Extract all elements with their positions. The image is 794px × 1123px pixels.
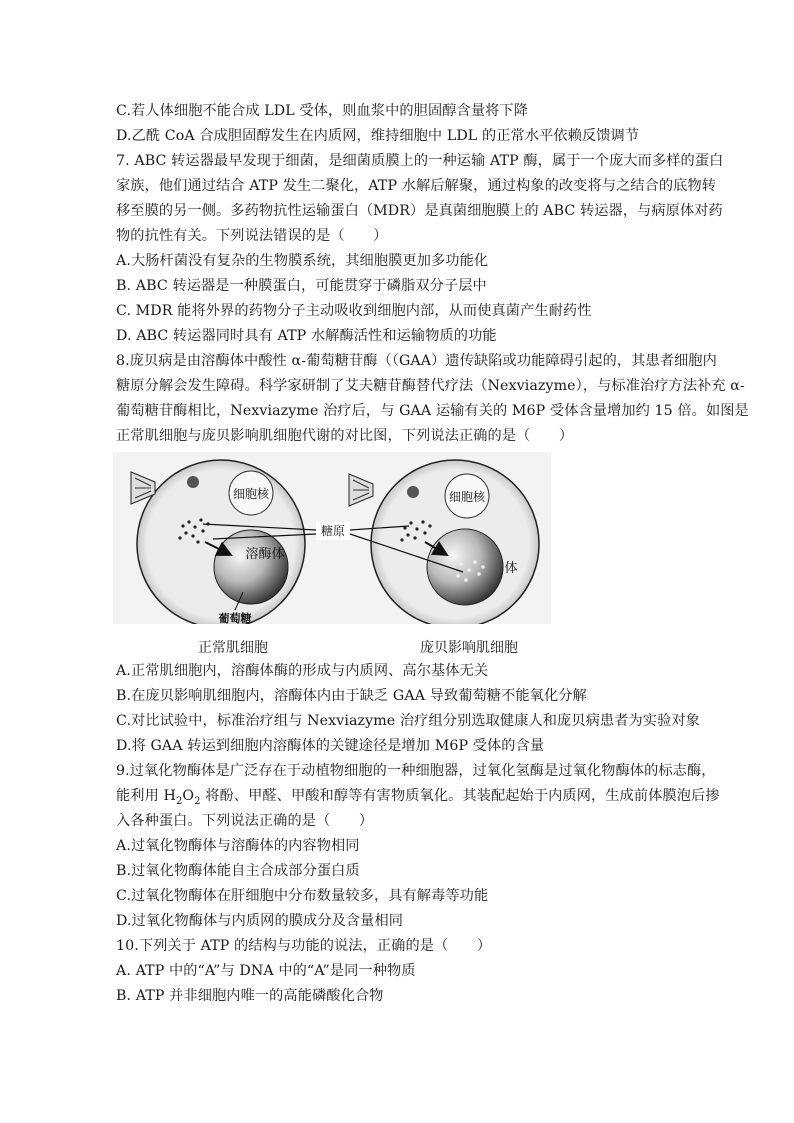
q7-stem-line-3: 移至膜的另一侧。多药物抗性运输蛋白（MDR）是真菌细胞膜上的 ABC 转运器，与病原体对药 (116, 203, 723, 219)
q8-option-c: C.对比试验中，标准治疗组与 Nexviazyme 治疗组分别选取健康人和庞贝病患者为实验对象 (116, 713, 700, 729)
q9-line2-post: 将酚、甲醛、甲酸和醇等有害物质氧化。其装配起始于内质网，生成前体膜泡后掺 (200, 788, 720, 804)
q6-option-c: C.若人体细胞不能合成 LDL 受体，则血浆中的胆固醇含量将下降 (116, 103, 528, 119)
normal-muscle-cell (131, 460, 305, 624)
q7-option-a: A.大肠杆菌没有复杂的生物膜系统，其细胞膜更加多功能化 (116, 253, 489, 269)
q9-line2-pre: 能利用 H (116, 788, 176, 804)
q7-stem-line-1: 7. ABC 转运器最早发现于细菌，是细菌质膜上的一种运输 ATP 酶，属于一个庞大而多样的蛋白 (116, 153, 724, 169)
pompe-muscle-cell (349, 460, 539, 624)
glycogen-label: 糖原 (320, 524, 346, 538)
q9-line2-mid: O (182, 788, 195, 804)
q9-option-a: A.过氧化物酶体与溶酶体的内容物相同 (116, 838, 360, 854)
q8-stem-line-3: 葡萄糖苷酶相比，Nexviazyme 治疗后，与 GAA 运输有关的 M6P 受体含量增加约 15 倍。如图是 (116, 403, 749, 419)
nucleus-label-left: 细胞核 (232, 487, 270, 501)
q8-stem-line-1: 8.庞贝病是由溶酶体中酸性 α-葡萄糖苷酶（（GAA）遗传缺陷或功能障碍引起的，其患者细胞内 (116, 353, 717, 369)
q7-stem-line-2: 家族，他们通过结合 ATP 发生二聚化，ATP 水解后解聚，通过构象的改变将与之结合的底物转 (116, 178, 717, 194)
q8-stem-line-2: 糖原分解会发生障碍。科学家研制了艾夫糖苷酶替代疗法（Nexviazyme），与标准治疗方法补充 α- (116, 378, 745, 394)
q7-option-d: D. ABC 转运器同时具有 ATP 水解酶活性和运输物质的功能 (116, 328, 497, 344)
q7-stem-line-4: 物的抗性有关。下列说法错误的是（ ） (116, 228, 388, 244)
caption-normal-cell: 正常肌细胞 (198, 640, 268, 656)
q8-option-a: A.正常肌细胞内，溶酶体酶的形成与内质网、高尔基体无关 (116, 663, 489, 679)
q8-option-b: B.在庞贝影响肌细胞内，溶酶体内由于缺乏 GAA 导致葡萄糖不能氧化分解 (116, 688, 587, 704)
subscript-2b: 2 (194, 795, 201, 807)
q7-option-c: C. MDR 能将外界的药物分子主动吸收到细胞内部，从而使真菌产生耐药性 (116, 303, 592, 319)
q7-option-b: B. ABC 转运器是一种膜蛋白，可能贯穿于磷脂双分子层中 (116, 278, 487, 294)
q9-option-d: D.过氧化物酶体与内质网的膜成分及含量相同 (116, 913, 404, 929)
q9-stem-line-3: 入各种蛋白。下列说法正确的是（ ） (116, 813, 374, 829)
nucleus-label-right: 细胞核 (448, 490, 486, 504)
q9-option-c: C.过氧化物酶体在肝细胞中分布数量较多，具有解毒等功能 (116, 888, 489, 904)
q9-stem-line-1: 9.过氧化物酶体是广泛存在于动植物细胞的一种细胞器，过氧化氢酶是过氧化物酶体的标志酶， (116, 763, 716, 779)
lysosome-label: 溶酶体 (245, 547, 285, 562)
q8-option-d: D.将 GAA 转运到细胞内溶酶体的关键途径是增加 M6P 受体的含量 (116, 738, 545, 754)
q6-option-d: D.乙酰 CoA 合成胆固醇发生在内质网，维持细胞中 LDL 的正常水平依赖反馈调节 (116, 128, 640, 144)
q8-stem-line-4: 正常肌细胞与庞贝影响肌细胞代谢的对比图，下列说法正确的是（ ） (116, 428, 574, 444)
q10-stem: 10.下列关于 ATP 的结构与功能的说法，正确的是（ ） (116, 938, 492, 954)
q10-option-b: B. ATP 并非细胞内唯一的高能磷酸化合物 (116, 988, 384, 1004)
q9-stem-line-2 (116, 786, 720, 807)
q10-option-a: A. ATP 中的“A”与 DNA 中的“A”是同一种物质 (116, 963, 416, 979)
cell-comparison-figure (113, 452, 551, 624)
subscript-2: 2 (175, 795, 183, 807)
lysosome-label-right: 体 (504, 561, 518, 576)
q9-option-b: B.过氧化物酶体能自主合成部分蛋白质 (116, 863, 360, 879)
caption-pompe-cell: 庞贝影响肌细胞 (420, 640, 518, 656)
glucose-label: 葡萄糖 (218, 612, 252, 624)
